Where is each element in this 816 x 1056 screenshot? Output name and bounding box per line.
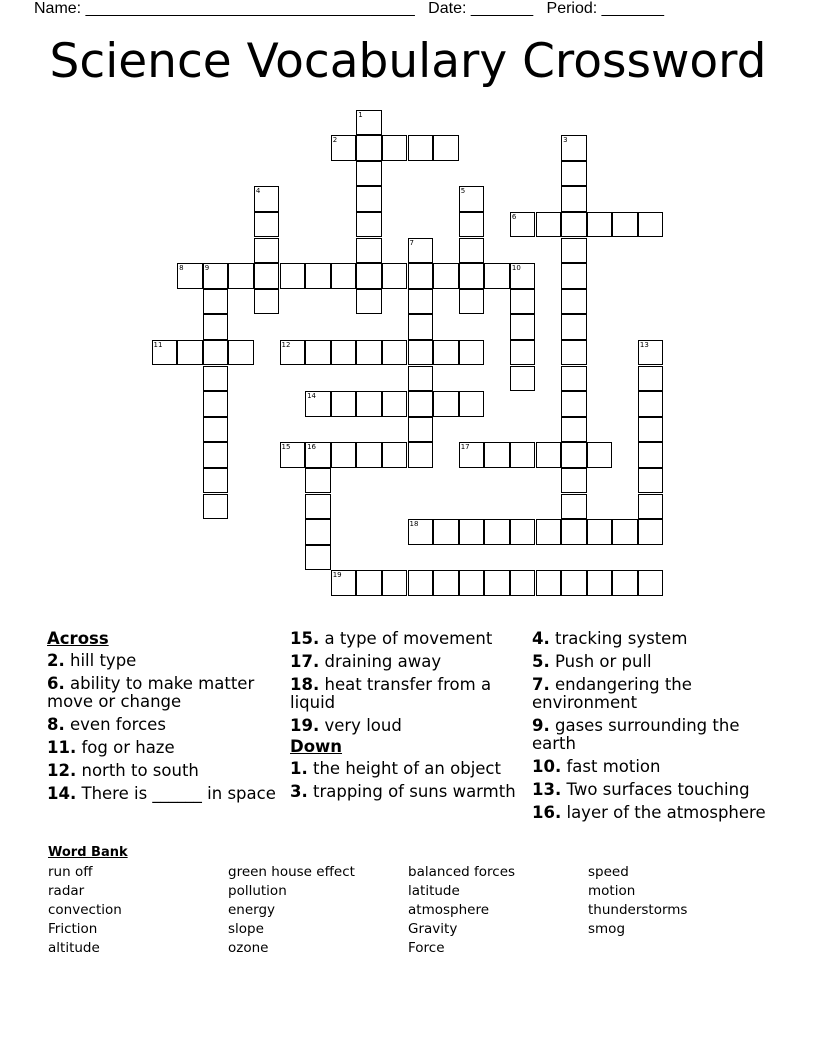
grid-cell[interactable]	[433, 570, 459, 596]
grid-cell[interactable]	[561, 494, 587, 520]
page-title: Science Vocabulary Crossword	[49, 34, 767, 89]
grid-cell[interactable]	[203, 263, 229, 289]
clue-number: 9.	[532, 716, 550, 735]
clue-number: 18.	[290, 675, 320, 694]
clue	[47, 762, 287, 780]
name-field[interactable]: _____________________________________	[85, 0, 415, 17]
grid-cell[interactable]	[254, 212, 280, 238]
grid-cell[interactable]	[638, 366, 664, 392]
grid-cell[interactable]	[305, 340, 331, 366]
grid-cell[interactable]	[203, 494, 229, 520]
date-field[interactable]: _______	[470, 0, 534, 17]
grid-cell[interactable]	[459, 519, 485, 545]
grid-cell[interactable]	[433, 519, 459, 545]
grid-cell[interactable]	[536, 442, 562, 468]
clue	[47, 716, 287, 734]
grid-cell[interactable]	[638, 340, 664, 366]
grid-cell[interactable]	[433, 263, 459, 289]
grid-cell[interactable]	[638, 417, 664, 443]
grid-cell[interactable]	[408, 366, 434, 392]
grid-cell[interactable]	[408, 289, 434, 315]
grid-cell[interactable]	[536, 570, 562, 596]
word-bank-item: convection	[48, 902, 122, 918]
grid-cell[interactable]	[612, 519, 638, 545]
grid-cell[interactable]	[356, 391, 382, 417]
clues-column-2	[290, 630, 530, 806]
word-bank-column	[48, 863, 122, 958]
clue-text: endangering the environment	[532, 675, 692, 712]
grid-cell[interactable]	[280, 340, 306, 366]
grid-cell[interactable]	[203, 289, 229, 315]
word-bank-column	[408, 863, 515, 958]
grid-cell[interactable]	[561, 442, 587, 468]
word-bank-item: motion	[588, 883, 636, 899]
clue-text: even forces	[70, 715, 166, 734]
clue	[47, 675, 287, 711]
grid-cell[interactable]	[484, 570, 510, 596]
clue-text: trapping of suns warmth	[313, 782, 516, 801]
grid-cell[interactable]	[356, 135, 382, 161]
clue-text: Push or pull	[555, 652, 652, 671]
grid-cell[interactable]	[331, 391, 357, 417]
clue-number: 5.	[532, 652, 550, 671]
word-bank-column	[588, 863, 687, 939]
cell-number: 13	[639, 340, 649, 349]
period-field[interactable]: _______	[601, 0, 664, 17]
word-bank-item: smog	[588, 921, 626, 937]
clue-text: very loud	[324, 716, 402, 735]
grid-cell[interactable]	[459, 442, 485, 468]
clue	[290, 717, 530, 735]
clue-number: 19.	[290, 716, 320, 735]
clue-text: tracking system	[555, 629, 688, 648]
clue	[532, 717, 772, 753]
clue-text: draining away	[324, 652, 442, 671]
grid-cell[interactable]	[305, 263, 331, 289]
word-bank-item: radar	[48, 883, 85, 899]
grid-cell[interactable]	[561, 263, 587, 289]
clue-number: 15.	[290, 629, 320, 648]
grid-cell[interactable]	[254, 263, 280, 289]
grid-cell[interactable]	[484, 442, 510, 468]
period-label: Period:	[546, 0, 598, 17]
grid-cell[interactable]	[228, 340, 254, 366]
clue-number: 1.	[290, 759, 308, 778]
clue-text: hill type	[70, 651, 137, 670]
grid-cell[interactable]	[510, 263, 536, 289]
grid-cell[interactable]	[510, 289, 536, 315]
cell-number: 11	[153, 340, 163, 349]
cell-number: 1	[358, 110, 363, 119]
grid-cell[interactable]	[356, 442, 382, 468]
clue	[47, 652, 287, 670]
grid-cell[interactable]	[433, 391, 459, 417]
grid-cell[interactable]	[305, 442, 331, 468]
down-heading: Down	[290, 737, 343, 756]
grid-cell[interactable]	[561, 238, 587, 264]
clue-text: heat transfer from a liquid	[290, 675, 492, 712]
clue-number: 8.	[47, 715, 65, 734]
grid-cell[interactable]	[408, 570, 434, 596]
clue-number: 11.	[47, 738, 77, 757]
clue	[47, 739, 287, 757]
word-bank-item: altitude	[48, 940, 100, 956]
grid-cell[interactable]	[152, 340, 178, 366]
grid-cell[interactable]	[356, 340, 382, 366]
grid-cell[interactable]	[305, 494, 331, 520]
grid-cell[interactable]	[459, 212, 485, 238]
header-line	[34, 0, 664, 18]
cell-number: 16	[307, 443, 317, 452]
cell-number: 6	[511, 212, 517, 221]
grid-cell[interactable]	[356, 161, 382, 187]
cell-number: 8	[179, 264, 184, 273]
grid-cell[interactable]	[561, 570, 587, 596]
grid-cell[interactable]	[356, 263, 382, 289]
grid-cell[interactable]	[254, 289, 280, 315]
word-bank-item: green house effect	[228, 864, 355, 880]
grid-cell[interactable]	[638, 570, 664, 596]
grid-cell[interactable]	[561, 340, 587, 366]
word-bank-item: slope	[228, 921, 264, 937]
grid-cell[interactable]	[587, 570, 613, 596]
clue	[290, 783, 530, 801]
grid-cell[interactable]	[356, 289, 382, 315]
grid-cell[interactable]	[459, 391, 485, 417]
clue-number: 3.	[290, 782, 308, 801]
word-bank-item: speed	[588, 864, 629, 880]
grid-cell[interactable]	[203, 468, 229, 494]
grid-cell[interactable]	[305, 391, 331, 417]
grid-cell[interactable]	[331, 263, 357, 289]
word-bank-item: balanced forces	[408, 864, 516, 880]
grid-cell[interactable]	[203, 340, 229, 366]
grid-cell[interactable]	[203, 442, 229, 468]
grid-cell[interactable]	[382, 263, 408, 289]
grid-cell[interactable]	[382, 391, 408, 417]
grid-cell[interactable]	[356, 186, 382, 212]
word-bank-item: atmosphere	[408, 902, 489, 918]
grid-cell[interactable]	[254, 186, 280, 212]
clue-text: layer of the atmosphere	[566, 803, 766, 822]
grid-cell[interactable]	[408, 391, 434, 417]
cell-number: 15	[281, 443, 291, 452]
cell-number: 14	[307, 392, 317, 401]
clue-number: 14.	[47, 784, 77, 803]
clues-column-3	[532, 630, 772, 827]
grid-cell[interactable]	[561, 135, 587, 161]
clue-number: 6.	[47, 674, 65, 693]
grid-cell[interactable]	[356, 238, 382, 264]
grid-cell[interactable]	[408, 314, 434, 340]
grid-cell[interactable]	[561, 161, 587, 187]
clue-number: 10.	[532, 757, 562, 776]
clue-number: 13.	[532, 780, 562, 799]
clue	[290, 653, 530, 671]
clue-text: ability to make matter move or change	[47, 674, 255, 711]
grid-cell[interactable]	[510, 340, 536, 366]
cell-number: 7	[409, 238, 414, 247]
grid-cell[interactable]	[638, 468, 664, 494]
cell-number: 12	[281, 340, 291, 349]
word-bank-item: Gravity	[408, 921, 458, 937]
grid-cell[interactable]	[280, 263, 306, 289]
clue-text: Two surfaces touching	[566, 780, 750, 799]
clues-column-1	[47, 630, 287, 808]
word-bank-column	[228, 863, 355, 958]
clue	[532, 758, 772, 776]
grid-cell[interactable]	[331, 340, 357, 366]
grid-cell[interactable]	[638, 391, 664, 417]
grid-cell[interactable]	[408, 238, 434, 264]
date-label: Date:	[428, 0, 467, 17]
clue-number: 4.	[532, 629, 550, 648]
word-bank-item: ozone	[228, 940, 269, 956]
grid-cell[interactable]	[177, 340, 203, 366]
cell-number: 19	[332, 571, 342, 580]
grid-cell[interactable]	[561, 314, 587, 340]
clue-number: 16.	[532, 803, 562, 822]
grid-cell[interactable]	[561, 417, 587, 443]
grid-cell[interactable]	[484, 263, 510, 289]
grid-cell[interactable]	[561, 366, 587, 392]
grid-cell[interactable]	[408, 417, 434, 443]
grid-cell[interactable]	[587, 519, 613, 545]
cell-number: 18	[409, 520, 419, 529]
grid-cell[interactable]	[459, 570, 485, 596]
grid-cell[interactable]	[382, 442, 408, 468]
grid-cell[interactable]	[433, 340, 459, 366]
grid-cell[interactable]	[587, 212, 613, 238]
grid-cell[interactable]	[280, 442, 306, 468]
grid-cell[interactable]	[254, 238, 280, 264]
cell-number: 4	[255, 187, 261, 196]
word-bank-item: energy	[228, 902, 276, 918]
grid-cell[interactable]	[408, 340, 434, 366]
grid-cell[interactable]	[356, 212, 382, 238]
grid-cell[interactable]	[203, 314, 229, 340]
grid-cell[interactable]	[561, 468, 587, 494]
grid-cell[interactable]	[459, 289, 485, 315]
grid-cell[interactable]	[356, 570, 382, 596]
clue-text: There is ______ in space	[81, 784, 276, 803]
grid-cell[interactable]	[510, 366, 536, 392]
clue	[532, 781, 772, 799]
clue	[532, 630, 772, 648]
grid-cell[interactable]	[408, 519, 434, 545]
clue-number: 2.	[47, 651, 65, 670]
name-label: Name:	[34, 0, 82, 17]
grid-cell[interactable]	[638, 212, 664, 238]
clue	[532, 804, 772, 822]
grid-cell[interactable]	[510, 212, 536, 238]
grid-cell[interactable]	[203, 391, 229, 417]
grid-cell[interactable]	[331, 570, 357, 596]
clue	[290, 630, 530, 648]
clue	[532, 653, 772, 671]
word-bank-item: thunderstorms	[588, 902, 688, 918]
clue	[290, 676, 530, 712]
clue-number: 7.	[532, 675, 550, 694]
clue-text: gases surrounding the earth	[532, 716, 740, 753]
clue-text: fast motion	[566, 757, 661, 776]
grid-cell[interactable]	[459, 186, 485, 212]
across-heading: Across	[47, 629, 109, 648]
word-bank-item: Friction	[48, 921, 98, 937]
grid-cell[interactable]	[433, 135, 459, 161]
grid-cell[interactable]	[510, 519, 536, 545]
clue	[47, 785, 287, 803]
grid-cell[interactable]	[382, 135, 408, 161]
grid-cell[interactable]	[510, 314, 536, 340]
grid-cell[interactable]	[612, 212, 638, 238]
grid-cell[interactable]	[484, 519, 510, 545]
grid-cell[interactable]	[203, 417, 229, 443]
grid-cell[interactable]	[408, 135, 434, 161]
grid-cell[interactable]	[459, 340, 485, 366]
word-bank-item: pollution	[228, 883, 287, 899]
grid-cell[interactable]	[561, 212, 587, 238]
cell-number: 10	[511, 264, 521, 273]
grid-cell[interactable]	[638, 519, 664, 545]
clue	[290, 760, 530, 778]
cell-number: 2	[332, 136, 338, 145]
grid-cell[interactable]	[177, 263, 203, 289]
grid-cell[interactable]	[305, 519, 331, 545]
grid-cell[interactable]	[382, 570, 408, 596]
grid-cell[interactable]	[228, 263, 254, 289]
word-bank-item: run off	[48, 864, 93, 880]
cell-number: 5	[460, 187, 466, 196]
clue	[532, 676, 772, 712]
grid-cell[interactable]	[459, 238, 485, 264]
clue-number: 17.	[290, 652, 320, 671]
word-bank-item: Force	[408, 940, 445, 956]
grid-cell[interactable]	[561, 289, 587, 315]
grid-cell[interactable]	[510, 570, 536, 596]
cell-number: 3	[563, 136, 568, 145]
grid-cell[interactable]	[536, 212, 562, 238]
grid-cell[interactable]	[331, 135, 357, 161]
grid-cell[interactable]	[459, 263, 485, 289]
grid-cell[interactable]	[305, 468, 331, 494]
clue-number: 12.	[47, 761, 77, 780]
grid-cell[interactable]	[382, 340, 408, 366]
grid-cell[interactable]	[305, 545, 331, 571]
cell-number: 17	[460, 443, 470, 452]
grid-cell[interactable]	[536, 519, 562, 545]
grid-cell[interactable]	[612, 570, 638, 596]
clue-text: fog or haze	[81, 738, 175, 757]
grid-cell[interactable]	[561, 391, 587, 417]
grid-cell[interactable]	[331, 442, 357, 468]
grid-cell[interactable]	[587, 442, 613, 468]
grid-cell[interactable]	[408, 442, 434, 468]
grid-cell[interactable]	[356, 110, 382, 136]
grid-cell[interactable]	[408, 263, 434, 289]
clue-text: a type of movement	[324, 629, 493, 648]
grid-cell[interactable]	[561, 186, 587, 212]
grid-cell[interactable]	[203, 366, 229, 392]
grid-cell[interactable]	[638, 494, 664, 520]
grid-cell[interactable]	[510, 442, 536, 468]
grid-cell[interactable]	[561, 519, 587, 545]
cell-number: 9	[204, 264, 210, 273]
clue-text: north to south	[81, 761, 199, 780]
clue-text: the height of an object	[313, 759, 501, 778]
grid-cell[interactable]	[638, 442, 664, 468]
word-bank-title: Word Bank	[48, 845, 128, 860]
word-bank-item: latitude	[408, 883, 460, 899]
